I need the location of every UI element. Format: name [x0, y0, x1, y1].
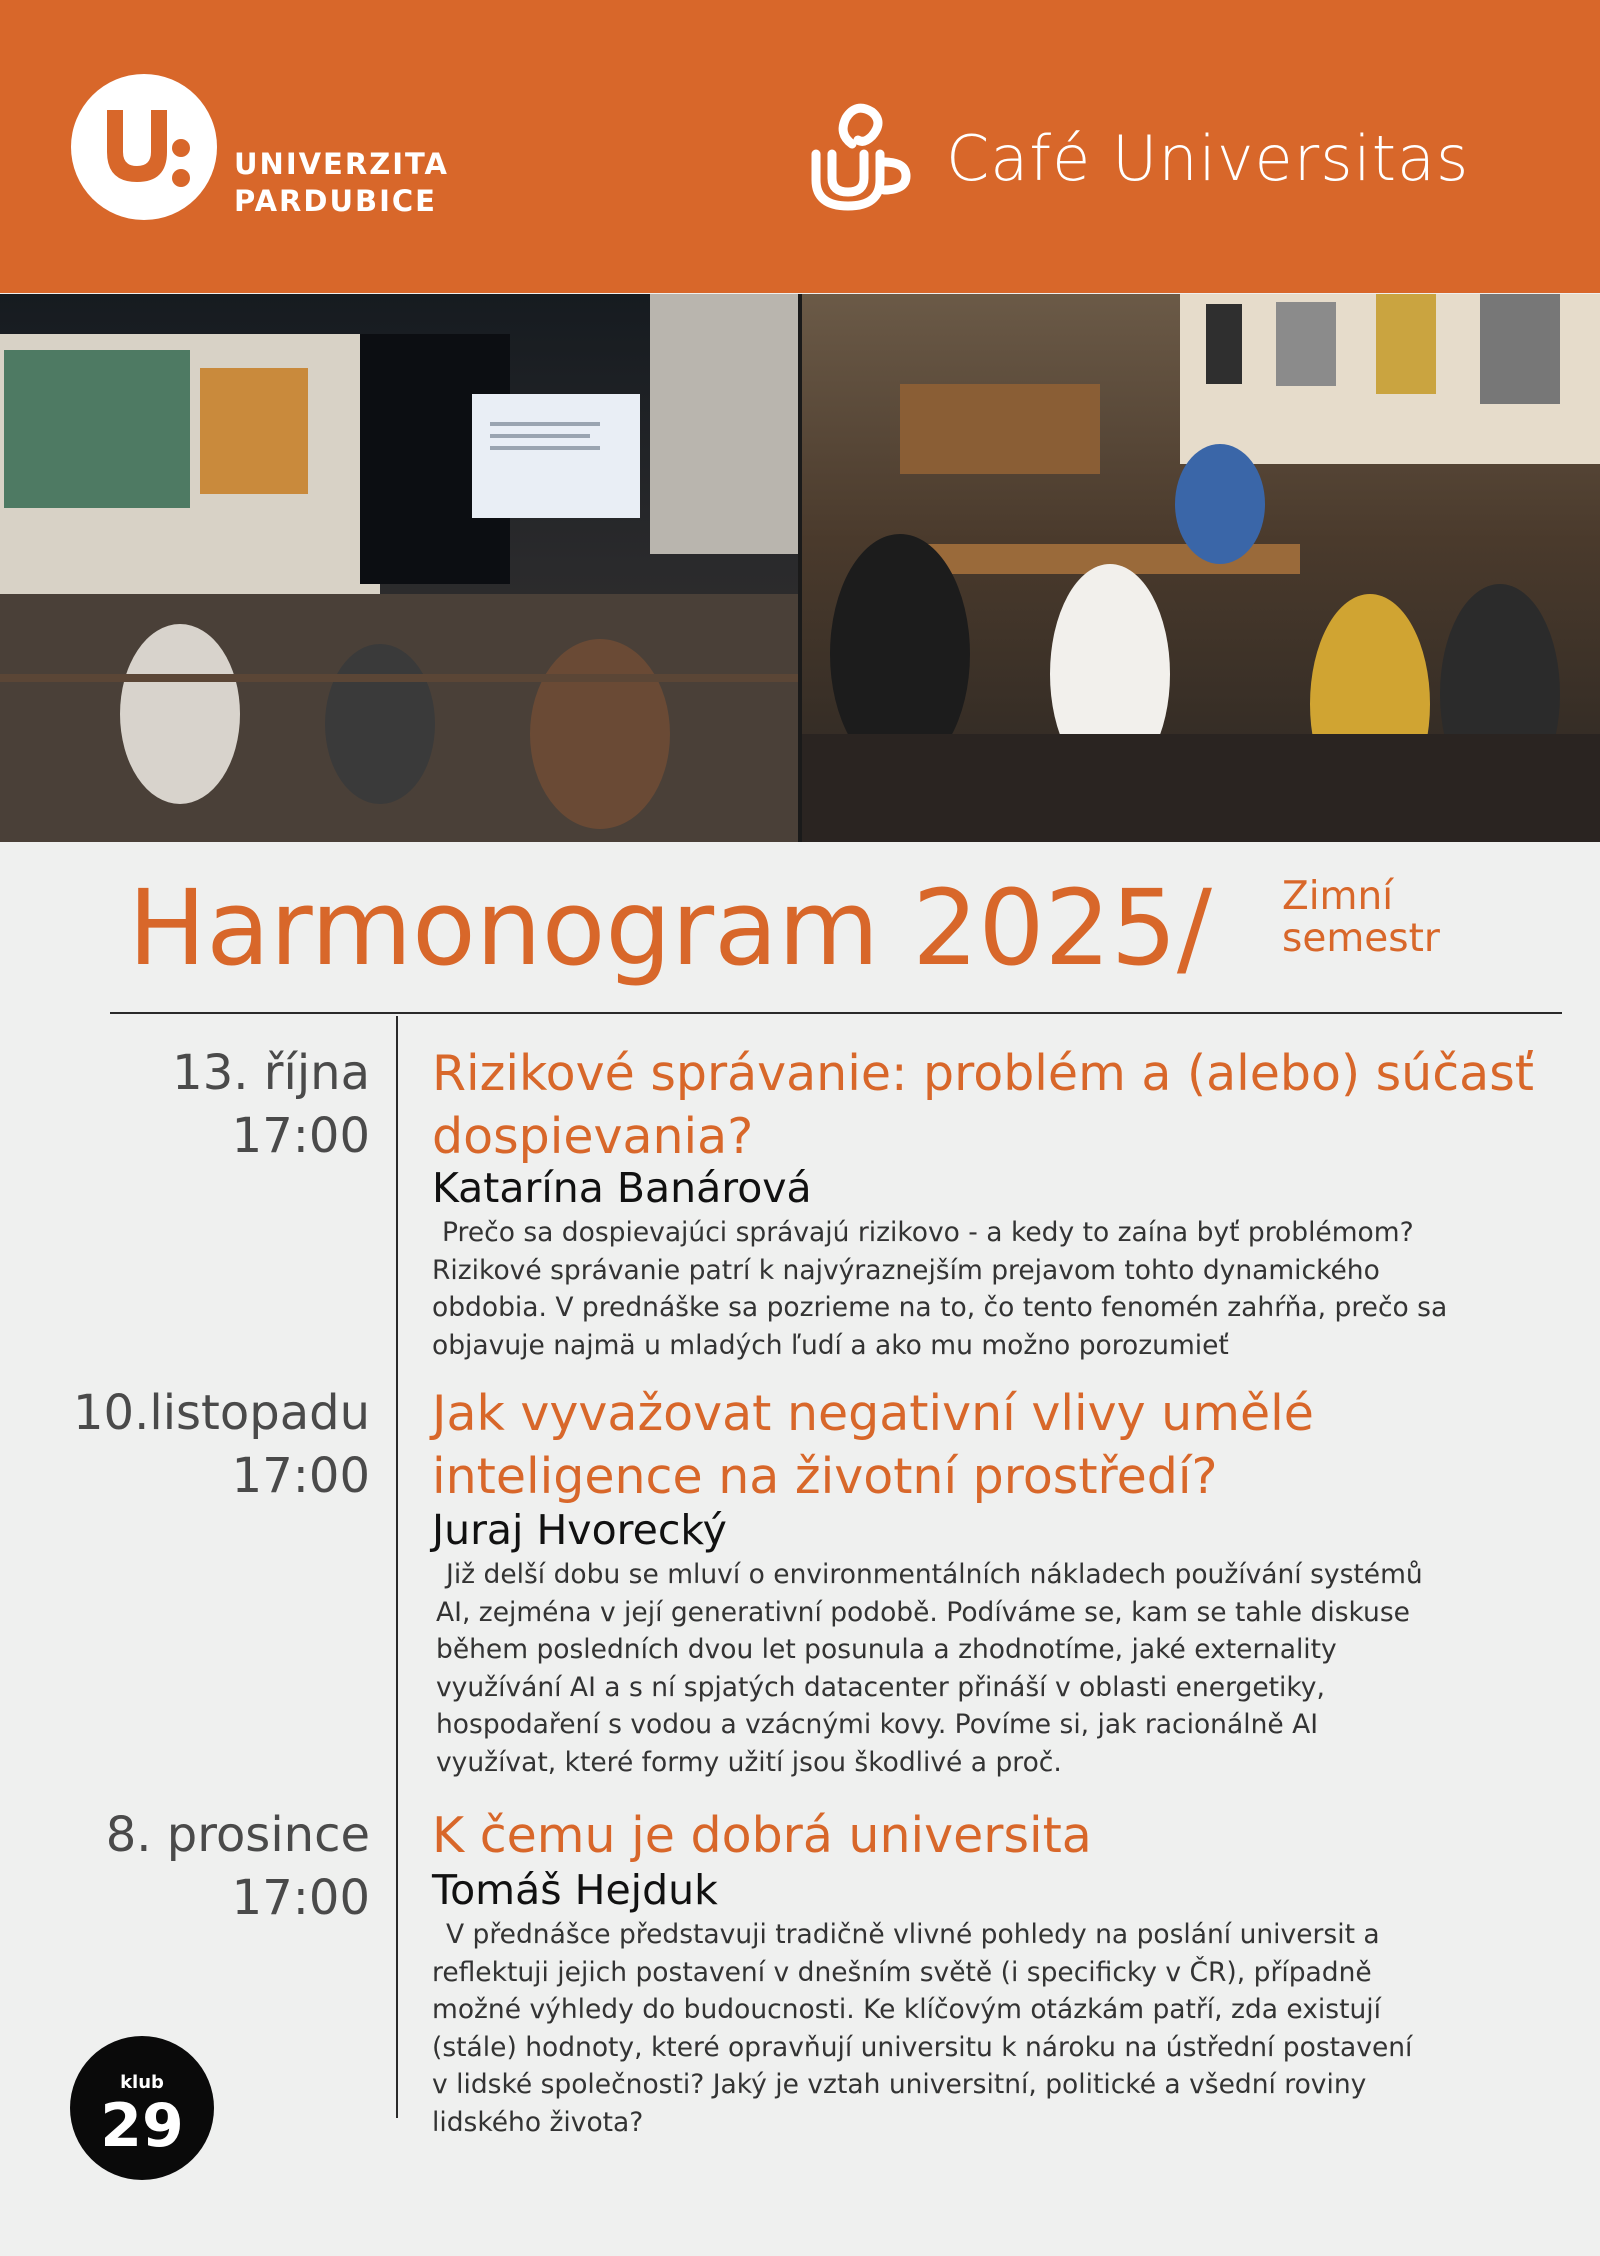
university-pardubice-logo: [71, 74, 217, 220]
event-date-block: [73, 1382, 370, 1508]
event-time: 17:00: [231, 1870, 370, 1926]
event-abstract: V přednášce představuji tradičně vlivné pohledy na poslání universit a reflektuji jejich postavení v dnešním světě (i specificky v ČR), případně možné výhledy do budoucnosti. Ke klíčovým otázkám patří, zda existují (stále) hodnoty, které opravňují universitu k nároku na ústřední postavení v lidské společnosti? Jaký je vztah universitní, politické a všední roviny lidského života?: [432, 1919, 1413, 2138]
event-date: 8. prosince: [105, 1807, 370, 1863]
schedule-column-divider: [396, 1016, 398, 2118]
university-name: [234, 146, 449, 220]
event-title: Rizikové správanie: problém a (alebo) súčasť dospievania?: [432, 1045, 1534, 1165]
event-speaker: Katarína Banárová: [432, 1164, 812, 1212]
event-title: Jak vyvažovat negativní vlivy umělé inteligence na životní prostředí?: [432, 1385, 1314, 1505]
university-name-line1: UNIVERZITA: [234, 147, 449, 181]
event-photos: [0, 294, 1600, 842]
schedule-title: [0, 868, 1600, 988]
event-speaker: Juraj Hvorecký: [432, 1506, 727, 1554]
klub-logo-word: klub: [120, 2072, 164, 2093]
photo-lecture-room: [0, 294, 800, 842]
cafe-universitas-title: Café Universitas: [946, 122, 1470, 195]
klub-29-logo: [70, 2036, 214, 2180]
cafe-universitas-cup-icon: [808, 96, 912, 214]
klub-logo-number: 29: [100, 2091, 184, 2161]
event-time: 17:00: [231, 1108, 370, 1164]
title-divider: [110, 1012, 1562, 1014]
header-banner: [0, 0, 1600, 293]
event-date: 10.listopadu: [73, 1385, 370, 1441]
page-title: Harmonogram 2025/: [128, 867, 1212, 989]
event-time: 17:00: [231, 1448, 370, 1504]
event-title: K čemu je dobrá universita: [432, 1807, 1092, 1864]
event-photo-collage: [0, 294, 1600, 842]
event-date-block: [106, 1804, 370, 1930]
event-abstract: Prečo sa dospievajúci správajú rizikovo - a kedy to zaína byť problémom? Rizikové správanie patrí k najvýraznejším prejavom tohto dynamického obdobia. V prednáške sa pozrieme na to, čo tento fenomén zahŕňa, prečo sa objavuje najmä u mladých ľudí a ako mu možno porozumieť: [432, 1217, 1448, 1361]
event-date: 13. října: [172, 1045, 370, 1101]
photo-cafe-audience: [800, 294, 1600, 842]
university-name-line2: PARDUBICE: [234, 184, 437, 218]
event-abstract: Již delší dobu se mluví o environmentálních nákladech používání systémů AI, zejména v její generativní podobě. Podíváme se, kam se tahle diskuse během posledních dvou let posunula a zhodnotíme, jaké externality využívání AI a s ní spjatých datacenter přináší v oblasti energetiky, hospodaření s vodou a vzácnými kovy. Povíme si, jak racionálně AI využívat, které formy užití jsou škodlivé a proč.: [436, 1559, 1423, 1778]
page-subtitle: Zimní semestr: [1282, 874, 1440, 961]
event-speaker: Tomáš Hejduk: [432, 1866, 718, 1914]
event-date-block: [172, 1042, 370, 1168]
